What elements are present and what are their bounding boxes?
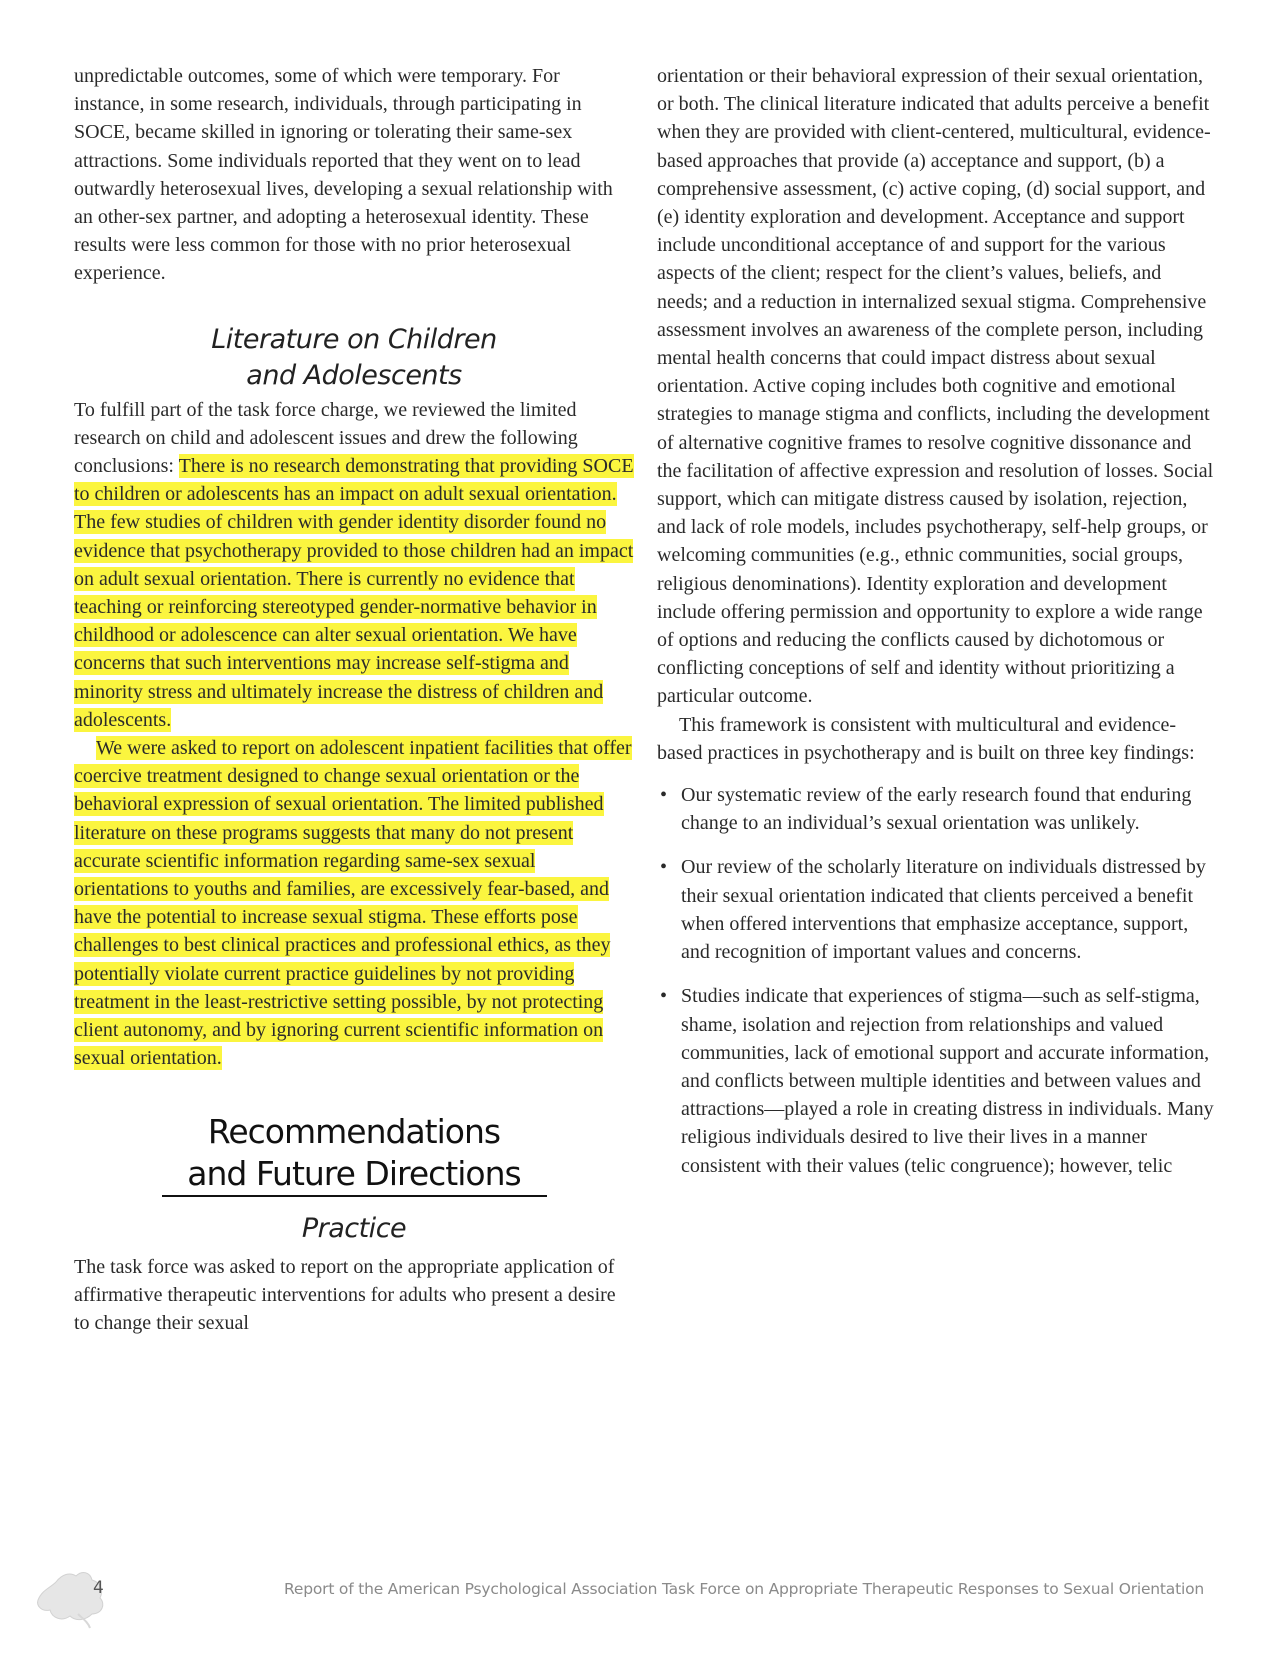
left-paragraph-3 [74, 734, 634, 1072]
list-item [657, 781, 1217, 837]
heading-practice: Practice [301, 1212, 407, 1244]
list-item [657, 982, 1217, 1179]
heading-recommendations-line2: and Future Directions [187, 1153, 521, 1193]
bullet-icon: • [660, 856, 668, 879]
heading-recommendations-line1: Recommendations [207, 1111, 501, 1151]
key-findings-list [657, 781, 1217, 1180]
heading-children-text: Literature on Children and Adolescents [211, 323, 497, 391]
bullet-icon: • [660, 985, 668, 1008]
right-paragraph-2: This framework is consistent with multicultural and evidence-based practices in psychotherapy and is built on three key findings: [657, 713, 1195, 764]
left-paragraph-4: The task force was asked to report on the appropriate application of affirmative therapeutic interventions for adults who present a desire to change their sexual [74, 1255, 616, 1334]
list-item-text: Our systematic review of the early research found that enduring change to an individual’s sexual orientation was unlikely. [681, 784, 1192, 835]
world-map-watermark-icon [30, 1560, 120, 1630]
heading-recommendations [74, 1111, 634, 1195]
highlighted-text: There is no research demonstrating that providing SOCE to children or adolescents has an impact on adult sexual orientation. The few studies of children with gender identity disorder found no evidence that psychotherapy provided to those children had an impact on adult sexual orientation. There is currently no evidence that teaching or reinforcing stereotyped gender-normative behavior in childhood or adolescence can alter sexual orientation. We have concerns that such interventions may increase self-stigma and minority stress and ultimately increase the distress of children and adolescents. [74, 455, 634, 731]
highlighted-text: We were asked to report on adolescent inpatient facilities that offer coercive treatment designed to change sexual orientation or the behavioral expression of sexual orientation. The limited published literature on these programs suggests that many do not present accurate scientific information regarding same-sex sexual orientations to youths and families, are excessively fear-based, and have the potential to increase sexual stigma. These efforts pose challenges to best clinical practices and professional ethics, as they potentially violate current practice guidelines by not providing treatment in the least-restrictive setting possible, by not protecting client autonomy, and by ignoring current scientific information on sexual orientation. [74, 737, 632, 1070]
left-paragraph-2 [74, 396, 634, 734]
left-paragraph-1: unpredictable outcomes, some of which were temporary. For instance, in some research, individuals, through participating in SOCE, became skilled in ignoring or tolerating their same-sex attractions. Some individuals reported that they went on to lead outwardly heterosexual lives, developing a sexual relationship with an other-sex partner, and adopting a heterosexual identity. These results were less common for those with no prior heterosexual experience. [74, 65, 613, 285]
right-column [657, 62, 1217, 1180]
list-item-text: Our review of the scholarly literature on individuals distressed by their sexual orientation indicated that clients perceived a benefit when offered interventions that emphasize acceptance, support, and recognition of important values and concerns. [681, 856, 1206, 964]
bullet-icon: • [660, 784, 668, 807]
left-column [74, 62, 634, 1337]
page-number: 4 [93, 1578, 104, 1598]
paragraph-2-plain-text: To fulfill part of the task force charge, we reviewed the limited research on child and adolescent issues and drew the following conclusions: [74, 398, 578, 478]
list-item-text: Studies indicate that experiences of stigma—such as self-stigma, shame, isolation and rejection from relationships and valued communities, lack of emotional support and accurate information, and conflicts between multiple identities and between values and attractions—played a role in creating distress in individuals. Many religious individuals desired to live their lives in a manner consistent with their values (telic congruence); however, telic [681, 985, 1214, 1177]
right-paragraph-1: orientation or their behavioral expression of their sexual orientation, or both. The clinical literature indicated that adults perceive a benefit when they are provided with client-centered, multicultural, evidence-based approaches that provide (a) acceptance and support, (b) a comprehensive assessment, (c) active coping, (d) social support, and (e) identity exploration and development. Acceptance and support include unconditional acceptance of and support for the various aspects of the client; respect for the client’s values, beliefs, and needs; and a reduction in internalized sexual stigma. Comprehensive assessment involves an awareness of the complete person, including mental health concerns that could impact distress about sexual orientation. Active coping includes both cognitive and emotional strategies to manage stigma and conflicts, including the development of alternative cognitive frames to resolve cognitive dissonance and the facilitation of affective expression and resolution of losses. Social support, which can mitigate distress caused by isolation, rejection, and lack of role models, includes psychotherapy, self-help groups, or welcoming communities (e.g., ethnic communities, social groups, religious denominations). Identity exploration and development include offering permission and opportunity to explore a wide range of options and reducing the conflicts caused by dichotomous or conflicting conceptions of self and identity without prioritizing a particular outcome. [657, 65, 1214, 708]
heading-children-adolescents [209, 322, 499, 394]
list-item [657, 853, 1217, 966]
page-footer [0, 1560, 1280, 1630]
footer-report-title: Report of the American Psychological Association Task Force on Appropriate Therapeutic Responses to Sexual Orientation [284, 1580, 1204, 1598]
